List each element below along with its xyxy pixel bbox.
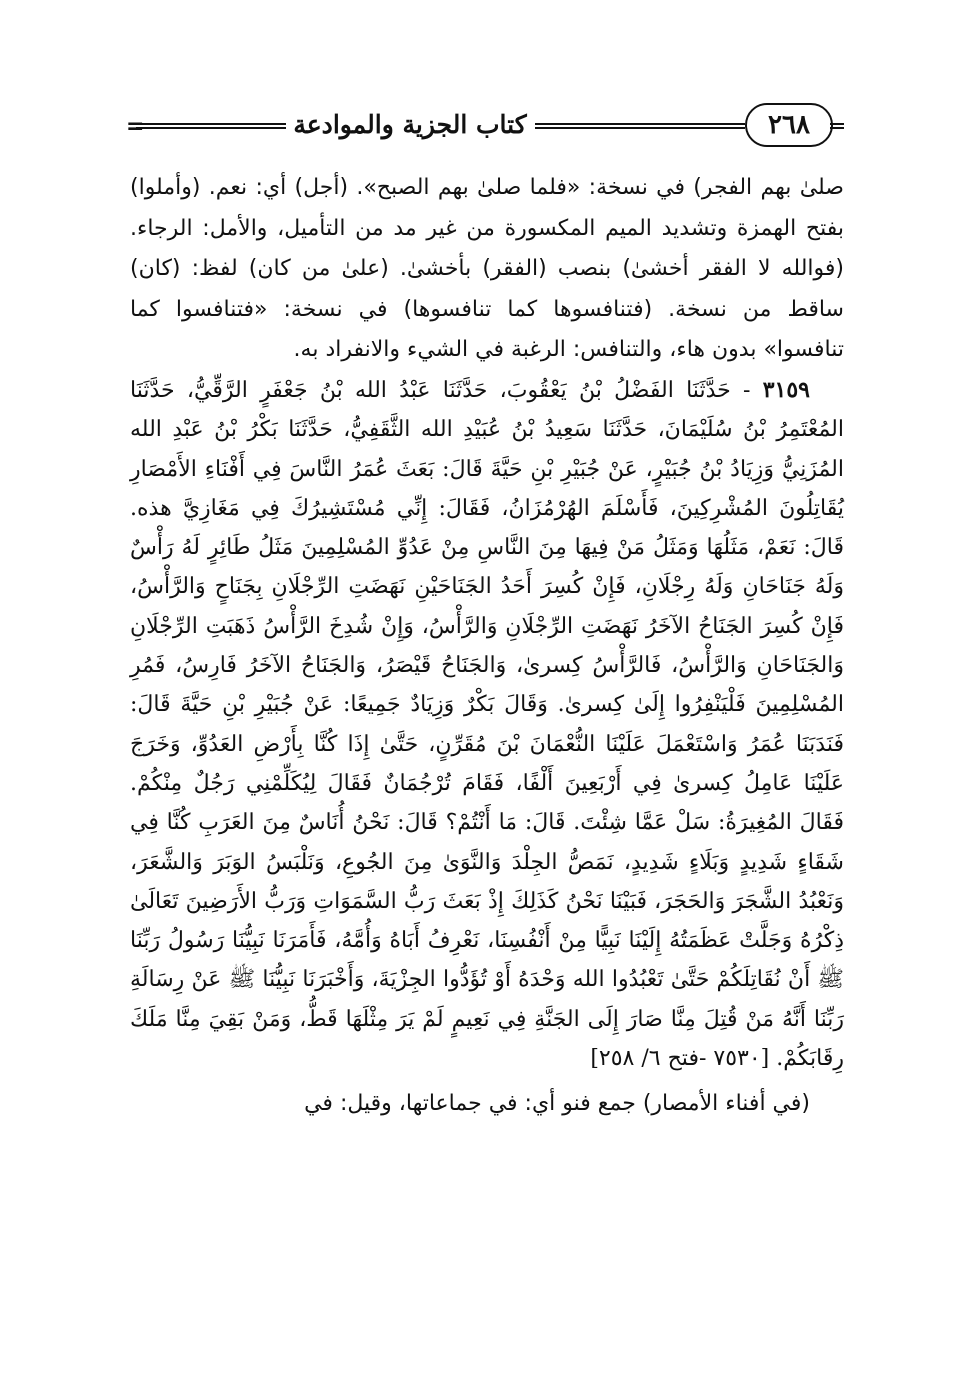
header-rule-right — [830, 123, 844, 129]
hadith-number: ٣١٥٩ — [762, 376, 810, 403]
hadith-dash: - — [730, 377, 763, 403]
page-body — [130, 168, 844, 1125]
header-rule-left — [136, 123, 286, 129]
book-title: كتاب الجزية والموادعة — [293, 110, 527, 139]
header-rule-middle — [535, 123, 745, 129]
page-number: ٢٦٨ — [745, 103, 833, 147]
hadith-paragraph — [130, 371, 844, 1078]
header-separator: = — [126, 114, 145, 139]
commentary-paragraph-bottom: (في أفناء الأمصار) جمع فنو أي: في جماعاتها، وقيل: في — [304, 1091, 810, 1117]
hadith-reference: [٧٥٣٠ -فتح ٦/ ٢٥٨] — [590, 1046, 777, 1072]
hadith-text: حَدَّثَنَا الفَضْلُ بْنُ يَعْقُوبَ، حَدَّثَنَا عَبْدُ الله بْنُ جَعْفَرٍ الرَّقِّيُّ، حَدَّثَنَا المُعْتَمِرُ بْنُ سُلَيْمَانَ، حَدَّثَنَا سَعِيدُ بْنُ عُبَيْدِ الله الثَّقَفِيُّ، حَدَّثَنَا بَكْرُ بْنُ عَبْدِ الله المُزَنِيُّ وَزِيَادُ بْنُ جُبَيْرٍ، عَنْ جُبَيْرِ بْنِ حَيَّةَ قَالَ: بَعَثَ عُمَرُ النَّاسَ فِي أَفْنَاءِ الأَمْصَارِ يُقَاتِلُونَ المُشْرِكِينَ، فَأَسْلَمَ الهُرْمُزَانُ، فَقَالَ: إِنِّي مُسْتَشِيرُكَ فِي مَغَازِيَّ هذه. قَالَ: نَعَمْ، مَثَلُهَا وَمَثَلُ مَنْ فِيهَا مِنَ النَّاسِ مِنْ عَدُوِّ المُسْلِمِينَ مَثَلُ طَائِرٍ لَهُ رَأْسٌ وَلَهُ جَنَاحَانِ وَلَهُ رِجْلَانِ، فَإِنْ كُسِرَ أَحَدُ الجَنَاحَيْنِ نَهَضَتِ الرِّجْلَانِ بِجَنَاحٍ وَالرَّأْسُ، فَإِنْ كُسِرَ الجَنَاحُ الآخَرُ نَهَضَتِ الرِّجْلَانِ وَالرَّأْسُ، وَإِنْ شُدِخَ الرَّأْسُ ذَهَبَتِ الرِّجْلَانِ وَالجَنَاحَانِ وَالرَّأْسُ، فَالرَّأْسُ كِسرىٰ، وَالجَنَاحُ قَيْصَرُ، وَالجَنَاحُ الآخَرُ فَارِسُ، فَمُرِ المُسْلِمِينَ فَلْيَنْفِرُوا إِلَىٰ كِسرىٰ. وَقَالَ بَكْرٌ وَزِيَادٌ جَمِيعًا: عَنْ جُبَيْرِ بْنِ حَيَّةَ قَالَ: فَنَدَبَنَا عُمَرُ وَاسْتَعْمَلَ عَلَيْنَا النُّعْمَانَ بْنَ مُقَرِّنٍ، حَتَّىٰ إِذَا كُنَّا بِأَرْضِ العَدُوِّ، وَخَرَجَ عَلَيْنَا عَامِلُ كِسرىٰ فِي أَرْبَعِينَ أَلْفًا، فَقَامَ تُرْجُمَانٌ فَقَالَ لِيُكَلِّمْنِي رَجُلٌ مِنْكُمْ. فَقَالَ المُغِيرَةُ: سَلْ عَمَّا شِئْتَ. قَالَ: مَا أَنْتُمْ؟ قَالَ: نَحْنُ أُنَاسٌ مِنَ العَرَبِ كُنَّا فِي شَقَاءٍ شَدِيدٍ وَبَلَاءٍ شَدِيدٍ، نَمَصُّ الجِلْدَ وَالنَّوَىٰ مِنَ الجُوعِ، وَنَلْبَسُ الوَبَرَ وَالشَّعَرَ، وَنَعْبُدُ الشَّجَرَ وَالحَجَرَ، فَبَيْنَا نَحْنُ كَذَلِكَ إِذْ بَعَثَ رَبُّ السَّمَوَاتِ وَرَبُّ الأَرَضِينَ تَعَالَىٰ ذِكْرُهُ وَجَلَّتْ عَظَمَتُهُ إِلَيْنَا نَبِيًّا مِنْ أَنْفُسِنَا، نَعْرِفُ أَبَاهُ وَأُمَّهُ، فَأَمَرَنَا نَبِيُّنَا رَسُولُ رَبِّنَا ﷺ أَنْ نُقَاتِلَكُمْ حَتَّىٰ تَعْبُدُوا الله وَحْدَهُ أَوْ تُؤَدُّوا الجِزْيَةَ، وَأَخْبَرَنَا نَبِيُّنَا ﷺ عَنْ رِسَالَةِ رَبِّنَا أَنَّهُ مَنْ قُتِلَ مِنَّا صَارَ إِلَى الجَنَّةِ فِي نَعِيمٍ لَمْ يَرَ مِثْلَهَا قَطُّ، وَمَنْ بَقِيَ مِنَّا مَلَكَ رِقَابَكُمْ. — [130, 377, 844, 1072]
page-header — [126, 98, 844, 154]
commentary-paragraph-top: صلىٰ بهم الفجر) في نسخة: «فلما صلىٰ بهم الصبح». (أجل) أي: نعم. (وأملوا) بفتح الهمزة وتشديد الميم المكسورة من غير مد من التأميل، والأمل: الرجاء. (فوالله لا الفقر أخشىٰ) بنصب (الفقر) بأخشىٰ. (علىٰ من كان) لفظ: (كان) ساقط من نسخة. (فتنافسوها كما تنافسوها) في نسخة: «فتنافسوا كما تنافسوا» بدون هاء، والتنافس: الرغبة في الشيء والانفراد به. — [130, 175, 844, 363]
